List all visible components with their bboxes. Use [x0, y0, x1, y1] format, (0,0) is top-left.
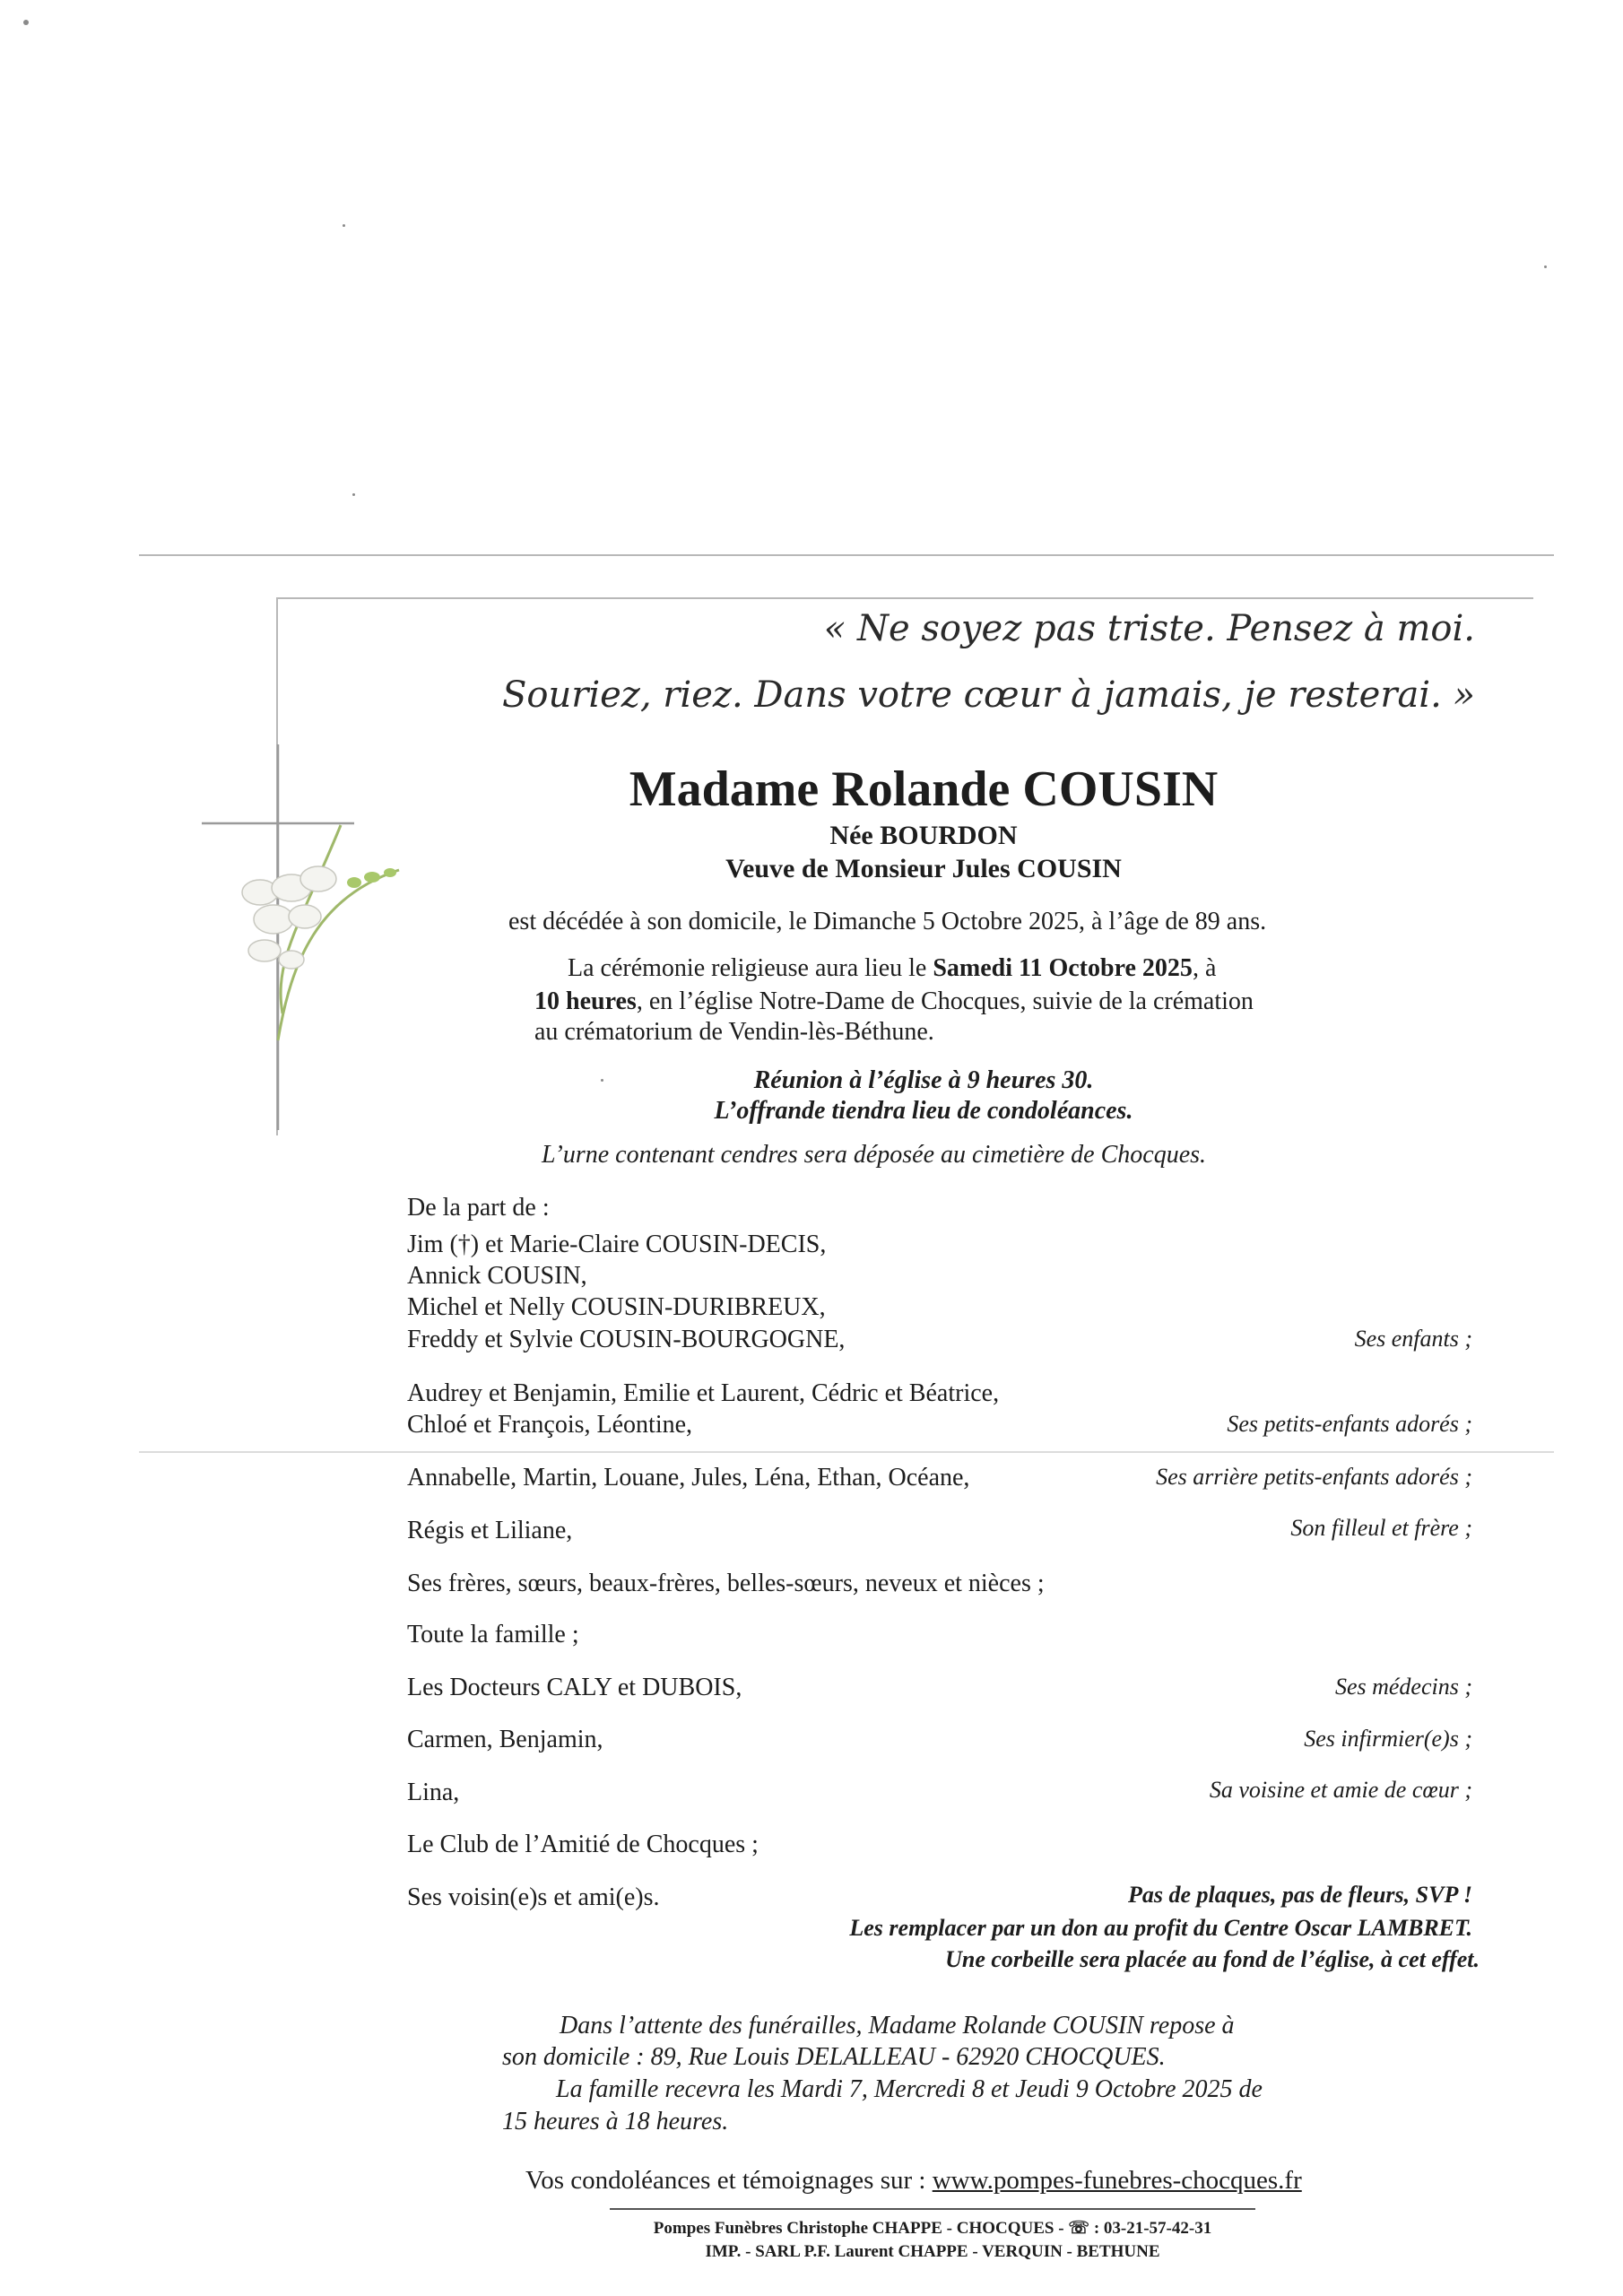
- nurses-label: Ses infirmier(e)s ;: [1304, 1726, 1472, 1752]
- scan-speck: [1544, 265, 1547, 268]
- neighbor-label: Sa voisine et amie de cœur ;: [1209, 1777, 1472, 1803]
- card-top-edge: [139, 554, 1554, 556]
- nurses-entry: Carmen, Benjamin,: [407, 1726, 603, 1753]
- godson-entry: Régis et Liliane,: [407, 1517, 573, 1544]
- card-inner-top-edge: [278, 597, 1533, 599]
- siblings-entry: Ses frères, sœurs, beaux-frères, belles-sœurs, neveux et nièces ;: [407, 1570, 1045, 1597]
- footer-line-2: IMP. - SARL P.F. Laurent CHAPPE - VERQUIN - BETHUNE: [705, 2242, 1160, 2261]
- meeting-time: Réunion à l’église à 9 heures 30.: [753, 1066, 1094, 1094]
- deceased-name: Madame Rolande COUSIN: [629, 761, 1219, 817]
- great-grandchildren-label: Ses arrière petits-enfants adorés ;: [1156, 1464, 1472, 1490]
- rest-line-3: La famille recevra les Mardi 7, Mercredi 8 et Jeudi 9 Octobre 2025 de: [556, 2075, 1263, 2103]
- child-entry: Annick COUSIN,: [407, 1262, 587, 1290]
- footer-line-1: Pompes Funèbres Christophe CHAPPE - CHOCQUES - ☏ : 03-21-57-42-31: [653, 2219, 1212, 2238]
- condolences-text: Vos condoléances et témoignages sur :: [525, 2166, 933, 2195]
- quote-line-2: Souriez, riez. Dans votre cœur à jamais, je resterai. »: [501, 674, 1475, 716]
- donation-notice: Les remplacer par un don au profit du Centre Oscar LAMBRET.: [849, 1915, 1472, 1941]
- all-family-entry: Toute la famille ;: [407, 1621, 579, 1648]
- child-entry: Michel et Nelly COUSIN-DURIBREUX,: [407, 1293, 826, 1321]
- grandchildren-label: Ses petits-enfants adorés ;: [1227, 1411, 1472, 1437]
- death-notice: est décédée à son domicile, le Dimanche 5 Octobre 2025, à l’âge de 89 ans.: [508, 908, 1267, 935]
- ceremony-line-3: au crématorium de Vendin-lès-Béthune.: [534, 1018, 934, 1046]
- child-entry: Jim (†) et Marie-Claire COUSIN-DECIS,: [407, 1231, 827, 1258]
- scan-speck: [343, 224, 345, 227]
- grandchildren-entry: Chloé et François, Léontine,: [407, 1411, 693, 1439]
- scan-speck: [352, 493, 355, 496]
- widow-of: Veuve de Monsieur Jules COUSIN: [725, 854, 1122, 883]
- grandchildren-entry: Audrey et Benjamin, Emilie et Laurent, Cédric et Béatrice,: [407, 1379, 1000, 1407]
- neighbor-entry: Lina,: [407, 1779, 460, 1806]
- condolences-link[interactable]: www.pompes-funebres-chocques.fr: [932, 2166, 1302, 2195]
- family-intro: De la part de :: [407, 1194, 550, 1222]
- ceremony-line-1: La cérémonie religieuse aura lieu le Samedi 11 Octobre 2025, à: [568, 954, 1217, 982]
- basket-notice: Une corbeille sera placée au fond de l’église, à cet effet.: [945, 1946, 1480, 1972]
- quote-line-1: « Ne soyez pas triste. Pensez à moi.: [823, 608, 1475, 649]
- footer-divider: [610, 2208, 1255, 2210]
- maiden-name: Née BOURDON: [829, 821, 1018, 850]
- friends-entry: Ses voisin(e)s et ami(e)s.: [407, 1883, 660, 1911]
- offering-note: L’offrande tiendra lieu de condoléances.: [714, 1097, 1133, 1125]
- urn-note: L’urne contenant cendres sera déposée au cimetière de Chocques.: [542, 1141, 1207, 1169]
- doctors-entry: Les Docteurs CALY et DUBOIS,: [407, 1674, 742, 1701]
- club-entry: Le Club de l’Amitié de Chocques ;: [407, 1831, 759, 1858]
- condolences-line: [525, 2166, 1302, 2196]
- doctors-label: Ses médecins ;: [1334, 1674, 1472, 1700]
- great-grandchildren-entry: Annabelle, Martin, Louane, Jules, Léna, Ethan, Océane,: [407, 1464, 970, 1492]
- children-label: Ses enfants ;: [1354, 1326, 1472, 1352]
- no-flowers-notice: Pas de plaques, pas de fleurs, SVP !: [1128, 1882, 1472, 1908]
- ceremony-line-2: 10 heures, en l’église Notre-Dame de Chocques, suivie de la crémation: [534, 987, 1254, 1015]
- rest-line-2: son domicile : 89, Rue Louis DELALLEAU - 62920 CHOCQUES.: [502, 2043, 1166, 2071]
- scan-speck: [23, 20, 29, 25]
- rest-line-1: Dans l’attente des funérailles, Madame Rolande COUSIN repose à: [560, 2012, 1235, 2039]
- child-entry: Freddy et Sylvie COUSIN-BOURGOGNE,: [407, 1326, 846, 1353]
- card-fold-line: [139, 1451, 1554, 1453]
- rest-line-4: 15 heures à 18 heures.: [502, 2108, 729, 2135]
- godson-label: Son filleul et frère ;: [1290, 1515, 1472, 1541]
